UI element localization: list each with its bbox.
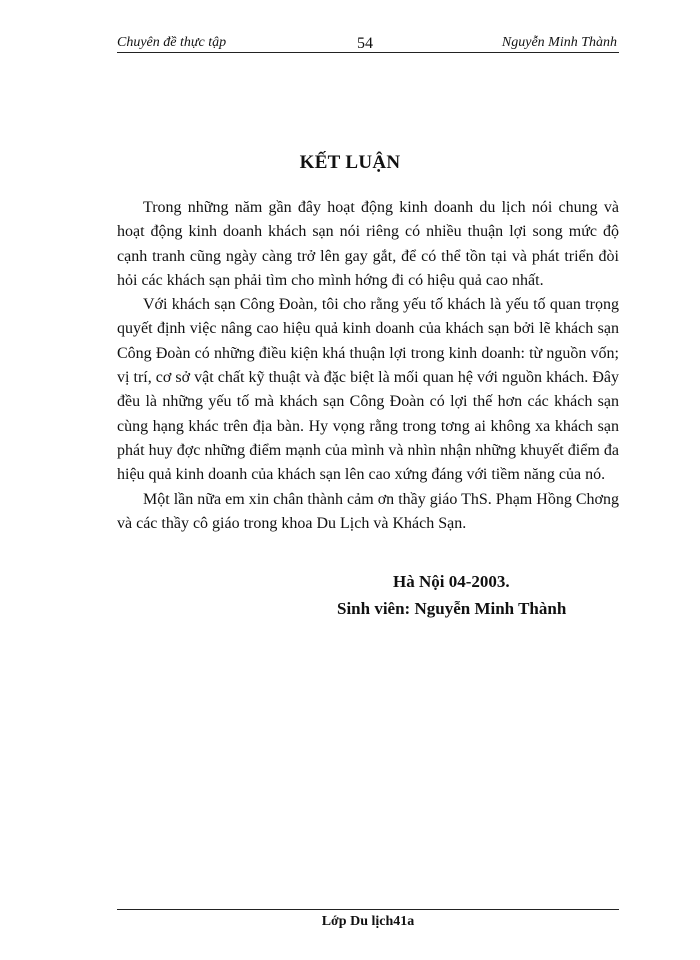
paragraph-1: Trong những năm gần đây hoạt động kinh doanh du lịch nói chung và hoạt động kinh doanh khách sạn nói riêng có nhiều thuận lợi song mức độ cạnh tranh cũng ngày càng trở lên gay gắt, để có thể tồn tại và phát triển đòi hỏi các khách sạn phải tìm cho mình hớng đi có hiệu quả cao nhất.: [117, 199, 619, 289]
header-report-title: Chuyên đề thực tập: [117, 35, 227, 50]
page-footer: Lớp Du lịch41a: [117, 909, 619, 930]
signature-block: [337, 568, 566, 622]
paragraph-3: Một lần nữa em xin chân thành cảm ơn thầy giáo ThS. Phạm Hồng Chơng và các thầy cô giáo trong khoa Du Lịch và Khách Sạn.: [117, 490, 619, 532]
paragraph-2: Với khách sạn Công Đoàn, tôi cho rằng yếu tố khách là yếu tố quan trọng quyết định việc nâng cao hiệu quả kinh doanh của khách sạn bởi lẽ khách sạn Công Đoàn có những điều kiện khá thuận lợi trong kinh doanh: từ nguồn vốn; vị trí, cơ sở vật chất kỹ thuật và đặc biệt là mối quan hệ với nguồn khách. Đây đều là những yếu tố mà khách sạn Công Đoàn có lợi thế hơn các khách sạn cùng hạng khác trên địa bàn. Hy vọng rằng trong tơng ai không xa khách sạn phát huy đợc những điểm mạnh của mình và nhìn nhận những khuyết điểm đa hiệu quả kinh doanh của khách sạn lên cao xứng đáng với tiềm năng của nó.: [117, 296, 619, 484]
conclusion-body: [117, 196, 619, 536]
page-header: [117, 32, 619, 53]
place-date: Hà Nội 04-2003.: [393, 572, 510, 591]
student-signature: Sinh viên: Nguyễn Minh Thành: [337, 599, 567, 618]
page-number: 54: [357, 35, 373, 52]
header-author: Nguyễn Minh Thành: [501, 35, 617, 50]
page-title: KẾT LUẬN: [299, 152, 401, 173]
